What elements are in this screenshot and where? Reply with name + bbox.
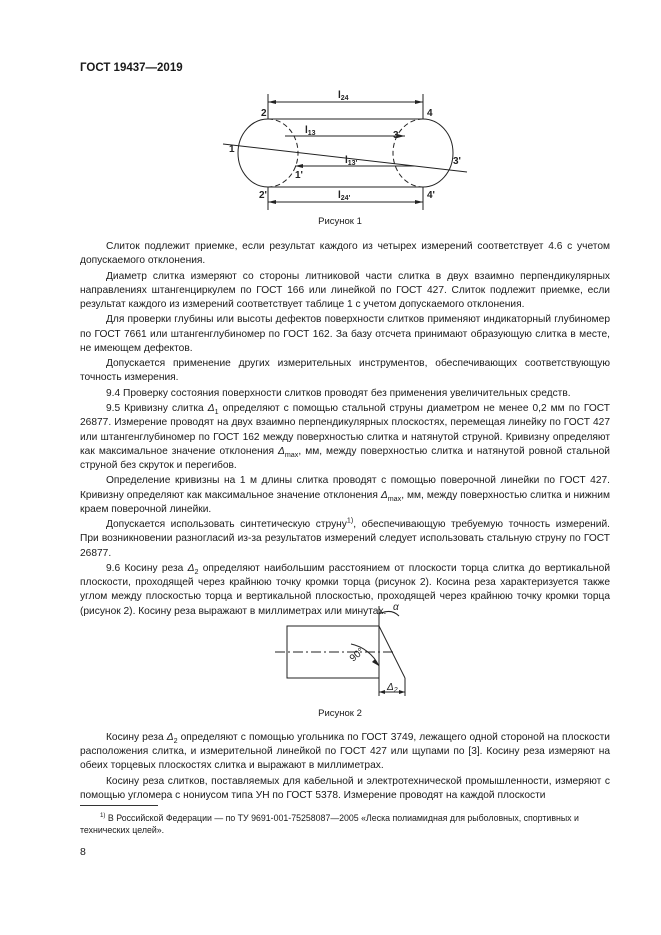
point-4: 4: [427, 108, 433, 119]
point-4-prime: 4': [427, 190, 435, 201]
page-number: 8: [80, 846, 86, 858]
paragraph: Диаметр слитка измеряют со стороны литниковой части слитка в двух взаимно перпендикулярных направлениях штангенциркулем по ГОСТ 166 или линейкой по ГОСТ 427. Слиток подлежит приемке, если результат каждого из измерений соответствует таблице 1 с учетом допускаемого отклонения.: [80, 270, 610, 310]
document-header: ГОСТ 19437—2019: [80, 62, 183, 74]
paragraph: Косину реза $\Delta_2$ определяют с помощью угольника по ГОСТ 3749, лежащего одной стороной на плоскости расположения слитка, и измерительной линейкой по ГОСТ 427 или щупами по [3]. Косину реза измеряют на обеих торцевых плоскостях слитка и выражают в миллиметрах.: [80, 732, 610, 772]
figure-2-caption: Рисунок 2: [318, 708, 362, 719]
paragraph: Косину реза слитков, поставляемых для кабельной и электротехнической промышленности, измеряют с помощью угломера с нониусом типа УН по ГОСТ 5378. Измерение проводят на каждой плоскости: [80, 775, 610, 801]
point-1-prime: 1': [295, 170, 303, 181]
label-l24: $l_{24}$: [338, 90, 349, 102]
footnote: $^{1)}$ В Российской Федерации — по ТУ 9691-001-75258087—2005 «Леска полиамидная для рыболовных, спортивных и технических целей».: [80, 812, 579, 835]
figure-1-caption: Рисунок 1: [318, 216, 362, 227]
delta2-label: $\Delta_2$: [387, 682, 398, 694]
label-l13-prime: $l_{13'}$: [345, 155, 358, 167]
angle-label: 90°: [347, 646, 367, 665]
point-3: 3: [393, 130, 399, 141]
paragraph: Для проверки глубины или высоты дефектов поверхности слитков применяют индикаторный глубиномер по ГОСТ 7661 или штангенглубиномер по ГОСТ 162. За базу отсчета принимают образующую слитка в месте, не имеющем дефектов.: [80, 314, 610, 354]
point-3-prime: 3': [453, 156, 461, 167]
paragraph: Слиток подлежит приемке, если результат каждого из четырех измерений соответствует 4.6 с учетом допускаемого отклонения.: [80, 241, 610, 267]
point-2-prime: 2': [259, 190, 267, 201]
label-l13: $l_{13}$: [305, 125, 316, 137]
paragraph: Допускается использовать синтетическую струну$^{1)}$, обеспечивающую требуемую точность измерений. При возникновении разногласий из-за результатов измерений следует использовать стальную струну по ГОСТ 26877.: [80, 516, 611, 559]
footnote-ref: 1): [346, 516, 354, 525]
paragraph: Допускается применение других измерительных инструментов, обеспечивающих соответствующую точность измерения.: [80, 358, 610, 384]
paragraph: 9.6 Косину реза $\Delta_2$ определяют наибольшим расстоянием от плоскости торца слитка до вертикальной плоскости, проходящей через крайнюю точку кромки торца (рисунок 2). Косина реза характеризуется также углом между плоскостью торца и вертикальной плоскостью, проходящей через крайнюю точку кромки торца (рисунок 2). Косину реза выражают в миллиметрах или минутах.: [80, 562, 611, 617]
paragraph: Определение кривизны на 1 м длины слитка проводят с помощью поверочной линейки по ГОСТ 427. Кривизну определяют как максимальное значение отклонения $\Delta_{max}$, мм, между поверхностью слитка и нижним краем поверочной линейки.: [80, 475, 610, 515]
label-l24-prime: $l_{24'}$: [338, 190, 351, 202]
figure-2-diagram: [275, 596, 425, 704]
text-block-1: [80, 240, 610, 620]
paragraph: 9.4 Проверку состояния поверхности слитков проводят без применения увеличительных средств.: [106, 387, 571, 399]
text-block-2: [80, 731, 610, 804]
alpha-label: α: [393, 602, 399, 613]
figure-1-diagram: [205, 84, 475, 212]
point-1: 1: [229, 144, 235, 155]
point-2: 2: [261, 108, 267, 119]
paragraph: 9.5 Кривизну слитка $\Delta_1$ определяют с помощью стальной струны диаметром не менее 0,2 мм по ГОСТ 26877. Измерение проводят на двух взаимно перпендикулярных плоскостях, перемещая линейку по ГОСТ 427 или штангенглубиномер по ГОСТ 162 между поверхностью слитка и натянутой струной. Кривизну определяют как максимальное значение отклонения $\Delta_{max}$, мм, между поверхностью слитка и натянутой ровной стальной струной без скруток и перегибов.: [80, 403, 610, 471]
footnote-divider: [80, 805, 158, 806]
